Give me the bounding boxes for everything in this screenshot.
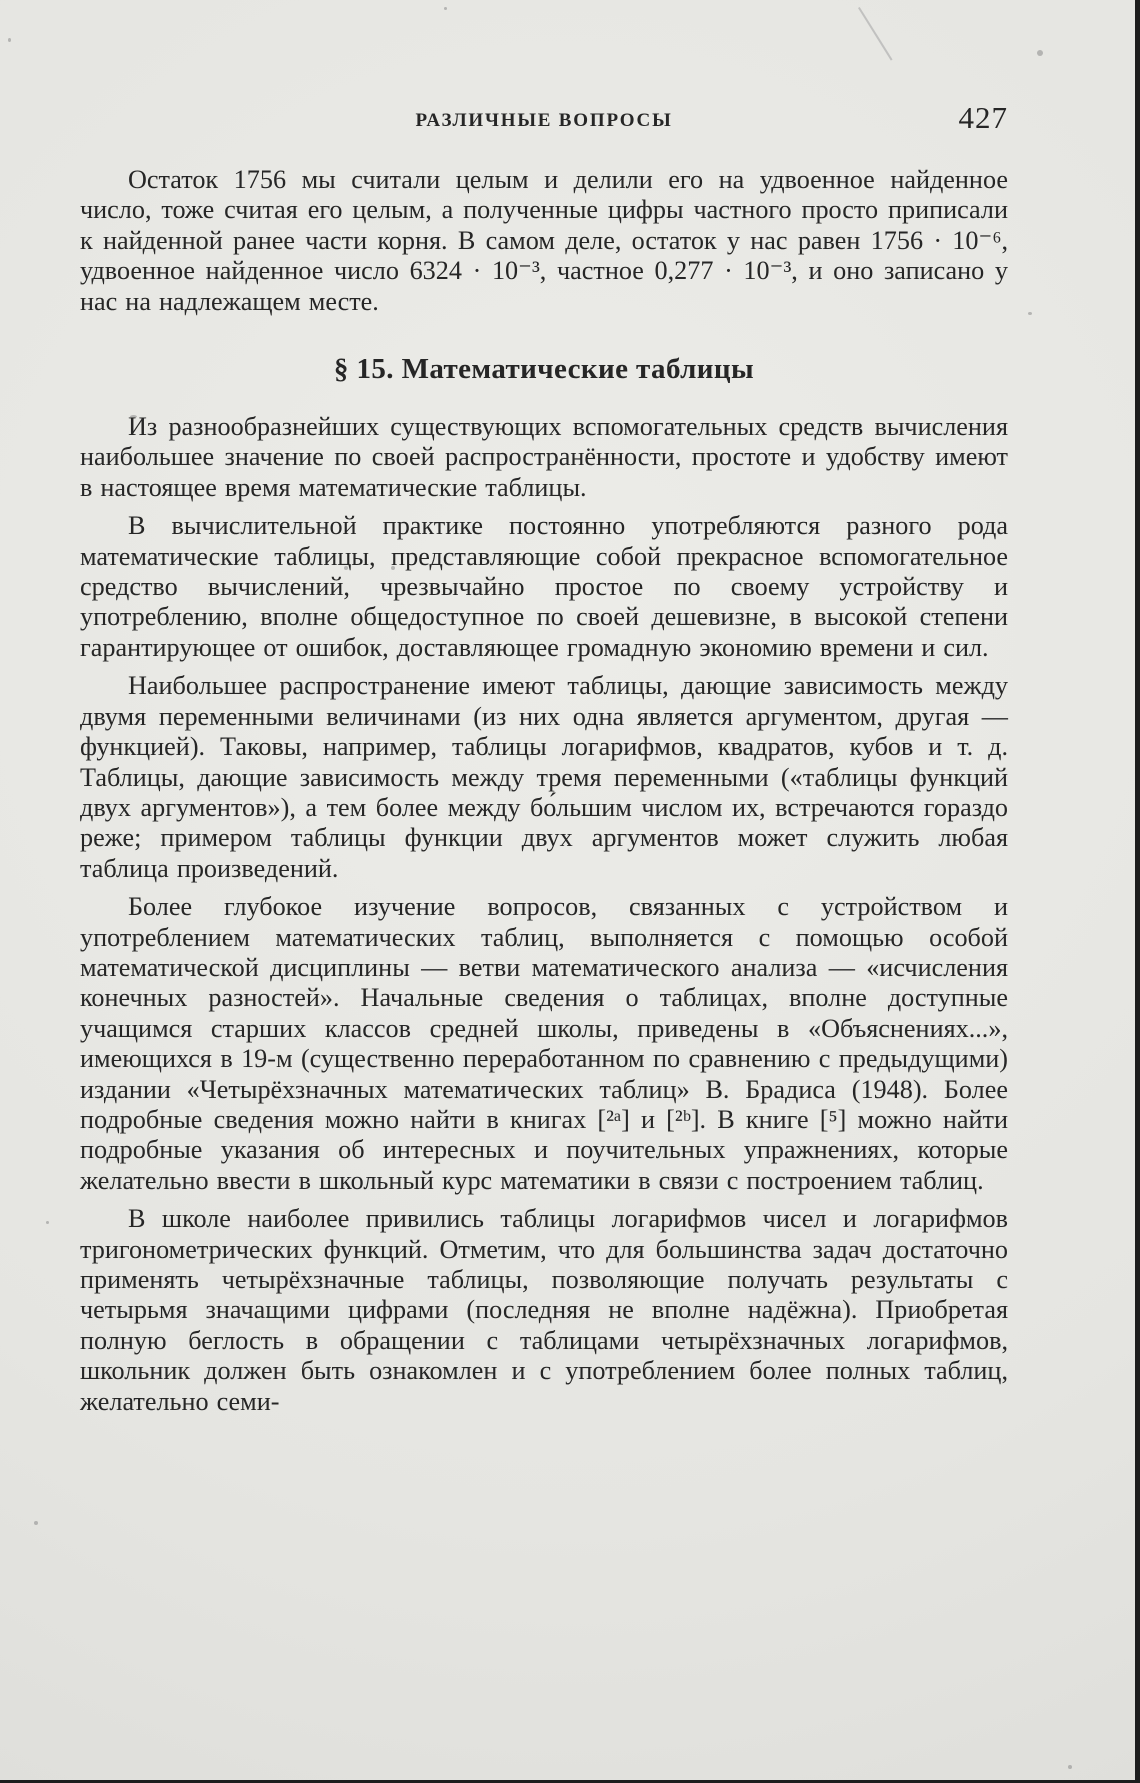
scan-speck [444,7,447,10]
scan-speck [1068,1765,1072,1769]
running-title: РАЗЛИЧНЫЕ ВОПРОСЫ [415,110,673,131]
section-title: § 15. Математические таблицы [333,353,755,386]
paragraph-finite-differences: Более глубокое изучение вопросов, связанных с устройством и употреблением математических таблиц, выполняется с помощью особой математической дисциплины — ветви математического анализа — «исчисления конечных разностей». Начальные сведения о таблицах, вполне доступные учащимся старших классов средней школы, приведены в «Объяснениях...», имеющихся в 19-м (существенно переработанном по сравнению с предыдущими) издании «Четырёхзначных математических таблиц» В. Брадиса (1948). Более подробные сведения можно найти в книгах [²ᵃ] и [²ᵇ]. В книге [⁵] можно найти подробные указания об интересных и поучительных упражнениях, которые желательно ввести в школьный курс математики в связи с построением таблиц. [80,892,1008,1195]
scan-speck [34,1521,38,1525]
scan-speck [1037,50,1043,56]
page-number: 427 [958,100,1008,135]
paragraph-two-variable-tables: Наибольшее распространение имеют таблицы, дающие зависимость между двумя переменными величинами (из них одна является аргументом, другая — функцией). Таковы, например, таблицы логарифмов, квадратов, кубов и т. д. Таблицы, дающие зависимость между тремя переменными («таблицы функций двух аргументов»), а тем более между бо́льшим числом их, встречаются гораздо реже; примером таблицы функции двух аргументов может служить любая таблица произведений. [80,671,1008,883]
paragraph-computational-practice: В вычислительной практике постоянно употребляются разного рода математические таблицы, представляющие собой прекрасное вспомогательное средство вычислений, чрезвычайно простое по своему устройству и употреблению, вполне общедоступное по своей дешевизне, в высокой степени гарантирующее от ошибок, доставляющее громадную экономию времени и сил. [80,511,1008,662]
page-header [80,100,1008,136]
scan-speck [46,1221,49,1224]
page-body [80,165,1008,1417]
scan-speck [8,38,11,42]
paragraph-gap [80,663,1008,671]
paragraph-remainder-explanation: Остаток 1756 мы считали целым и делили его на удвоенное найденное число, тоже считая его целым, а полученные цифры частного просто приписали к найденной ранее части корня. В самом деле, остаток у нас равен 1756 · 10⁻⁶, удвоенное найденное число 6324 · 10⁻³, частное 0,277 · 10⁻³, и оно записано у нас на надлежащем месте. [80,165,1008,316]
scan-speck [1028,312,1032,315]
paragraph-gap [80,503,1008,511]
scan-scratch-mark [858,7,893,61]
paragraph-gap [80,884,1008,892]
paragraph-school-logarithm-tables: В школе наиболее привились таблицы логарифмов чисел и логарифмов тригонометрических функций. Отметим, что для большинства задач достаточно применять четырёхзначные таблицы, позволяющие получать результаты с четырьмя значащими цифрами (последняя не вполне надёжна). Приобретая полную беглость в обращении с таблицами четырёхзначных логарифмов, школьник должен быть ознакомлен и с употреблением более полных таблиц, желательно семи- [80,1204,1008,1416]
paragraph-intro-tables: Из разнообразнейших существующих вспомогательных средств вычисления наибольшее значение по своей распространённости, простоте и удобству имеют в настоящее время математические таблицы. [80,412,1008,502]
paragraph-gap [80,1196,1008,1204]
